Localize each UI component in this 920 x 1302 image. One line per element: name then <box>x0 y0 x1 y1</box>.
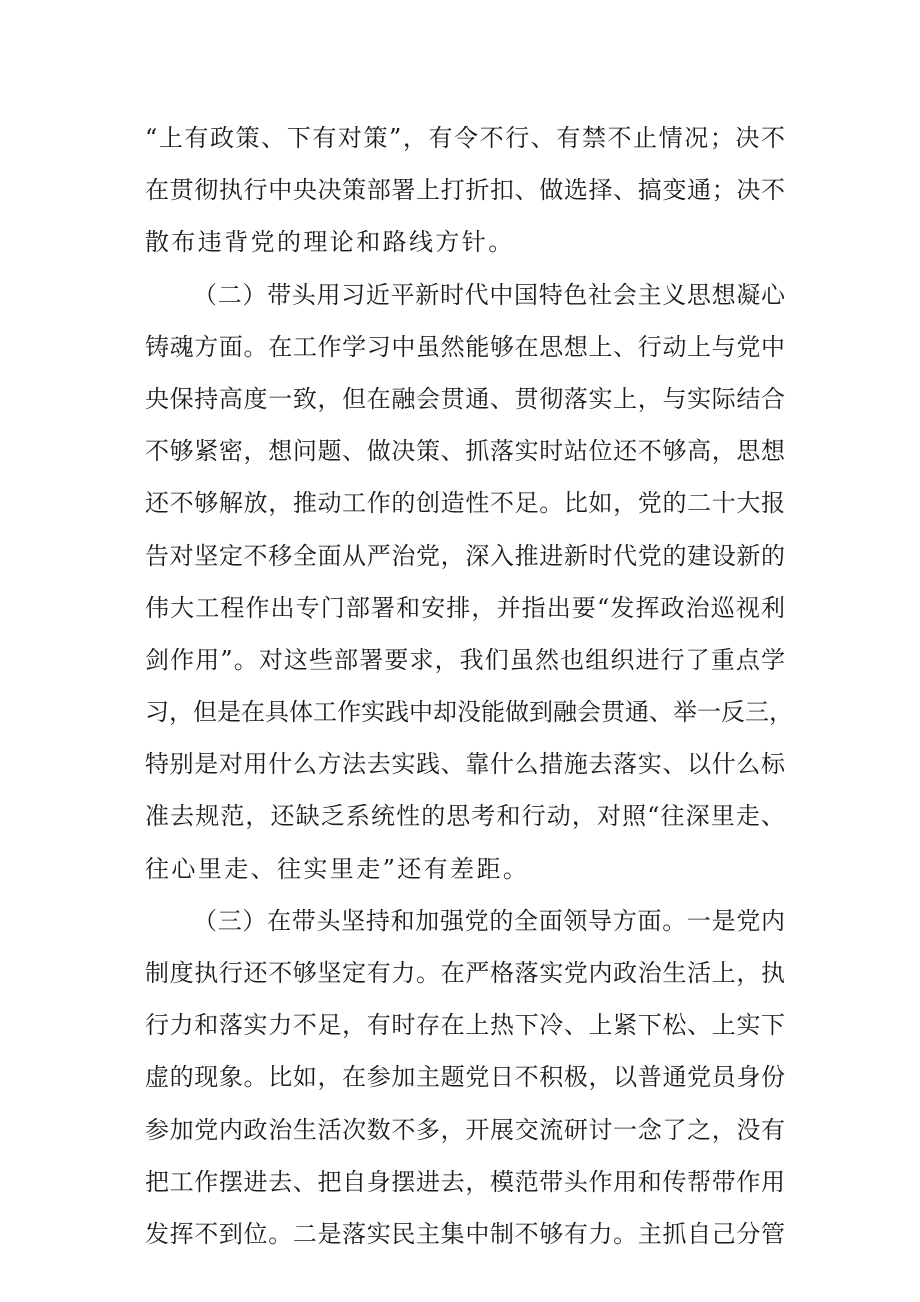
text-line: （二）带头用习近平新时代中国特色社会主义思想凝心 <box>193 280 785 309</box>
text-line: 准去规范，还缺乏系统性的思考和行动，对照“往深里走、 <box>145 802 785 831</box>
text-line: 伟大工程作出专门部署和安排，并指出要“发挥政治巡视利 <box>145 593 785 622</box>
text-line: 习，但是在具体工作实践中却没能做到融会贯通、举一反三， <box>145 698 793 727</box>
text-line: 发挥不到位。二是落实民主集中制不够有力。主抓自己分管 <box>145 1219 785 1248</box>
text-line: 告对坚定不移全面从严治党，深入推进新时代党的建设新的 <box>145 541 785 570</box>
text-line: 把工作摆进去、把自身摆进去，模范带头作用和传帮带作用 <box>145 1167 785 1196</box>
text-line: 在贯彻执行中央决策部署上打折扣、做选择、搞变通；决不 <box>145 176 785 205</box>
text-line: 特别是对用什么方法去实践、靠什么措施去落实、以什么标 <box>145 750 785 779</box>
text-line: 剑作用”。对这些部署要求，我们虽然也组织进行了重点学 <box>145 645 785 674</box>
text-line: “上有政策、下有对策”，有令不行、有禁不止情况；决不 <box>145 124 785 152</box>
text-line: 铸魂方面。在工作学习中虽然能够在思想上、行动上与党中 <box>145 332 785 361</box>
body-text <box>145 112 793 1260</box>
text-line: （三）在带头坚持和加强党的全面领导方面。一是党内 <box>193 906 785 935</box>
text-line: 不够紧密，想问题、做决策、抓落实时站位还不够高，思想 <box>145 437 785 466</box>
text-line: 央保持高度一致，但在融会贯通、贯彻落实上，与实际结合 <box>145 384 785 413</box>
text-line: 参加党内政治生活次数不多，开展交流研讨一念了之，没有 <box>145 1115 785 1144</box>
text-line: 行力和落实力不足，有时存在上热下冷、上紧下松、上实下 <box>145 1011 785 1040</box>
text-line: 制度执行还不够坚定有力。在严格落实党内政治生活上，执 <box>145 959 785 987</box>
text-line: 往心里走、往实里走”还有差距。 <box>145 854 530 883</box>
text-line: 虚的现象。比如，在参加主题党日不积极，以普通党员身份 <box>145 1063 785 1092</box>
text-line: 散布违背党的理论和路线方针。 <box>145 228 515 257</box>
text-line: 还不够解放，推动工作的创造性不足。比如，党的二十大报 <box>145 489 785 518</box>
